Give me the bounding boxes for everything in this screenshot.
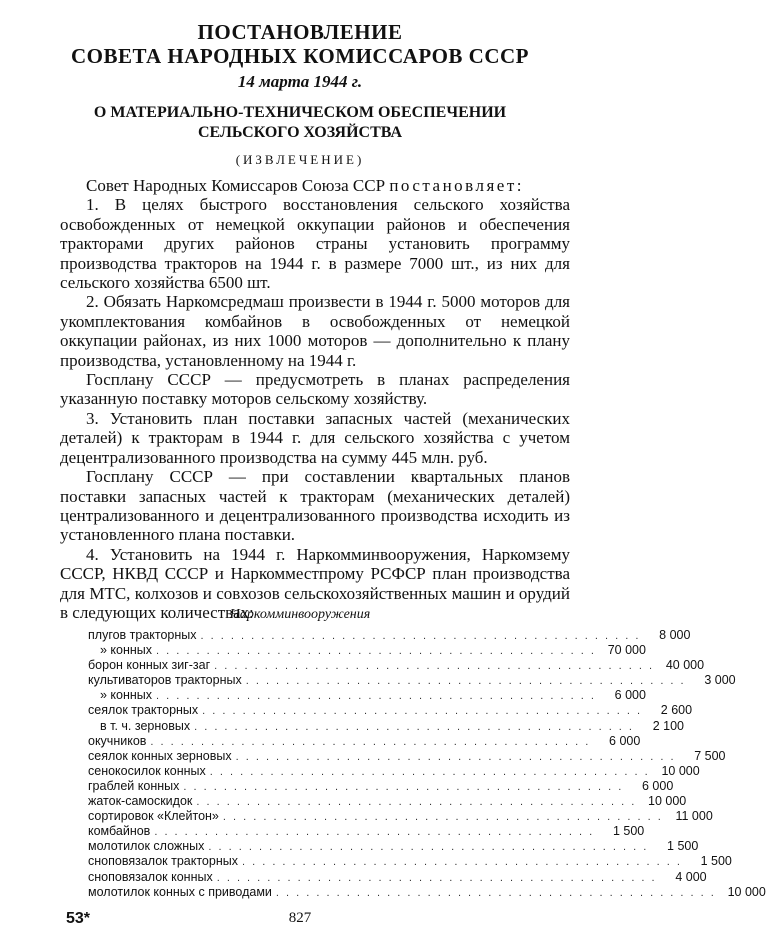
list-item [88,688,646,703]
list-item-value: 2 100 [652,718,684,733]
document-title-line1: ПОСТАНОВЛЕНИЕ [197,20,403,44]
list-item-label: плугов тракторных [88,628,197,642]
list-item-value: 6 000 [614,688,646,703]
list-title: Наркомминвооружения [229,607,371,622]
paragraph-4: 3. Установить план поставки запасных частей (механических деталей) к тракторам в 1944 г. для сельского хозяйства с учетом децентрализованного производства на сумму 445 млн. руб. [60,408,570,467]
leader-dots: . . . . . . . . . . . . . . . . . . . . . . . . . . . . . . . . . . . . . . . . . . . . [241,856,682,869]
list-item-value: 10 000 [648,794,687,809]
list-item [88,839,699,854]
list-item-label: сноповязалок конных [88,869,213,884]
leader-dots: . . . . . . . . . . . . . . . . . . . . . . . . . . . . . . . . . . . . . . . . . . . . [275,886,716,899]
paragraph-3: Госплану СССР — предусмотреть в планах распределения указанную поставку моторов сельскому хозяйству. [60,370,570,409]
paragraph-6: 4. Установить на 1944 г. Наркомминвооружения, Наркомзему СССР, НКВД СССР и Наркомместпрому РСФСР план производства для МТС, колхозов и совхозов сельскохозяйственных машин и орудий в следующих количествах: [60,544,570,622]
list-item-label: борон конных зиг-заг [88,658,211,673]
leader-dots: . . . . . . . . . . . . . . . . . . . . . . . . . . . . . . . . . . . . . . . . . . . . [245,675,686,688]
leader-dots: . . . . . . . . . . . . . . . . . . . . . . . . . . . . . . . . . . . . . . . . . . . . [183,780,624,793]
list-item-value: 6 000 [609,733,641,748]
list-item-value: 40 000 [665,658,705,673]
list-item-label: » конных [100,688,153,703]
list-item-label: комбайнов [88,824,151,839]
list-item-value: 2 600 [660,703,693,718]
leader-dots: . . . . . . . . . . . . . . . . . . . . . . . . . . . . . . . . . . . . . . . . . . . . [216,871,657,884]
list-item-label: молотилок сложных [88,839,205,854]
leader-dots: . . . . . . . . . . . . . . . . . . . . . . . . . . . . . . . . . . . . . . . . . . . . [214,660,655,673]
list-item [88,854,732,869]
list-item-label: сенокосилок конных [88,763,206,778]
list-item-label: молотилок конных с приводами [88,884,272,899]
leader-dots: . . . . . . . . . . . . . . . . . . . . . . . . . . . . . . . . . . . . . . . . . . . . [202,705,643,718]
list-item [88,778,674,794]
leader-dots: . . . . . . . . . . . . . . . . . . . . . . . . . . . . . . . . . . . . . . . . . . . . [235,750,676,763]
list-item-label: сортировок «Клейтон» [88,809,219,824]
leader-dots: . . . . . . . . . . . . . . . . . . . . . . . . . . . . . . . . . . . . . . . . . . . . [156,645,596,658]
paragraph-5: Госплану СССР — при составлении квартальных планов поставки запасных частей к тракторам (механических деталей) централизованного и децентрализованного производства исходить из установленного плана поставки. [60,467,570,545]
leader-dots: . . . . . . . . . . . . . . . . . . . . . . . . . . . . . . . . . . . . . . . . . . . . [156,690,596,703]
list-item-label: культиваторов тракторных [88,673,242,688]
page-number: 827 [288,910,312,926]
document-title-line2: СОВЕТА НАРОДНЫХ КОМИССАРОВ СССР [71,44,529,68]
list-item-value: 1 500 [612,824,645,839]
intro-verb: постановляет: [389,176,524,195]
intro-paragraph [60,176,570,195]
document-date: 14 марта 1944 г. [237,72,363,91]
list-item-label: граблей конных [88,778,180,793]
list-item-value: 10 000 [727,884,766,899]
list-item-value: 4 000 [675,869,707,884]
document-body [60,176,570,622]
list-item-label: » конных [100,643,153,658]
list-item-value: 1 500 [700,854,732,869]
list-item [88,869,707,885]
subject-line2: СЕЛЬСКОГО ХОЗЯЙСТВА [197,124,402,141]
list-item-label: сеялок конных зерновых [88,748,232,763]
leader-dots: . . . . . . . . . . . . . . . . . . . . . . . . . . . . . . . . . . . . . . . . . . . . [194,720,634,733]
list-item-label: сноповязалок тракторных [88,854,238,869]
list-item-value: 8 000 [659,628,691,642]
list-item [88,809,713,824]
list-item [88,718,684,734]
signature-mark: 53* [66,910,91,927]
list-item [88,824,645,839]
list-item [88,763,700,779]
quantity-list [88,628,766,900]
paragraph-2: 2. Обязать Наркомсредмаш произвести в 1944 г. 5000 моторов для укомплектования комбайнов в освобожденных от немецкой оккупации районах, из них 1000 моторов — дополнительно к плану производства, установленному на 1944 г. [60,292,570,370]
intro-text: Совет Народных Комиссаров Союза ССР [86,176,390,195]
list-item-label: в т. ч. зерновых [100,718,191,733]
list-item-label: окучников [88,733,147,748]
list-item-value: 10 000 [661,763,700,778]
extract-label: (ИЗВЛЕЧЕНИЕ) [235,152,365,167]
leader-dots: . . . . . . . . . . . . . . . . . . . . . . . . . . . . . . . . . . . . . . . . . . . . [200,630,641,642]
list-item-value: 6 000 [641,778,674,793]
list-item [88,748,726,764]
leader-dots: . . . . . . . . . . . . . . . . . . . . . . . . . . . . . . . . . . . . . . . . . . . . [208,841,649,854]
leader-dots: . . . . . . . . . . . . . . . . . . . . . . . . . . . . . . . . . . . . . . . . . . . . [196,796,637,809]
list-item-value: 7 500 [694,748,726,763]
list-item [88,733,641,749]
paragraph-1: 1. В целях быстрого восстановления сельского хозяйства освобожденных от немецкой оккупации районов и обеспечения тракторами других районов страны установить программу производства тракторов на 1944 г. в размере 7000 шт., из них для сельского хозяйства 6500 шт. [60,195,570,293]
list-item-value: 3 000 [704,673,736,688]
list-item [88,643,646,658]
list-item-label: жаток-самоскидок [88,794,193,809]
leader-dots: . . . . . . . . . . . . . . . . . . . . . . . . . . . . . . . . . . . . . . . . . . . . [209,765,650,778]
list-item-value: 70 000 [607,643,646,658]
list-item-value: 1 500 [667,839,699,854]
list-item [88,673,736,688]
leader-dots: . . . . . . . . . . . . . . . . . . . . . . . . . . . . . . . . . . . . . . . . . . . . [222,811,663,824]
list-item-value: 11 000 [675,809,713,824]
list-item [88,703,693,718]
list-item [88,628,691,643]
subject-line1: О МАТЕРИАЛЬНО-ТЕХНИЧЕСКОМ ОБЕСПЕЧЕНИИ [93,104,507,121]
list-item-label: сеялок тракторных [88,703,199,718]
leader-dots: . . . . . . . . . . . . . . . . . . . . . . . . . . . . . . . . . . . . . . . . . . . . [154,826,595,839]
leader-dots: . . . . . . . . . . . . . . . . . . . . . . . . . . . . . . . . . . . . . . . . . . . . [150,735,591,748]
list-item [88,884,766,900]
list-item [88,794,687,809]
list-item [88,658,705,673]
